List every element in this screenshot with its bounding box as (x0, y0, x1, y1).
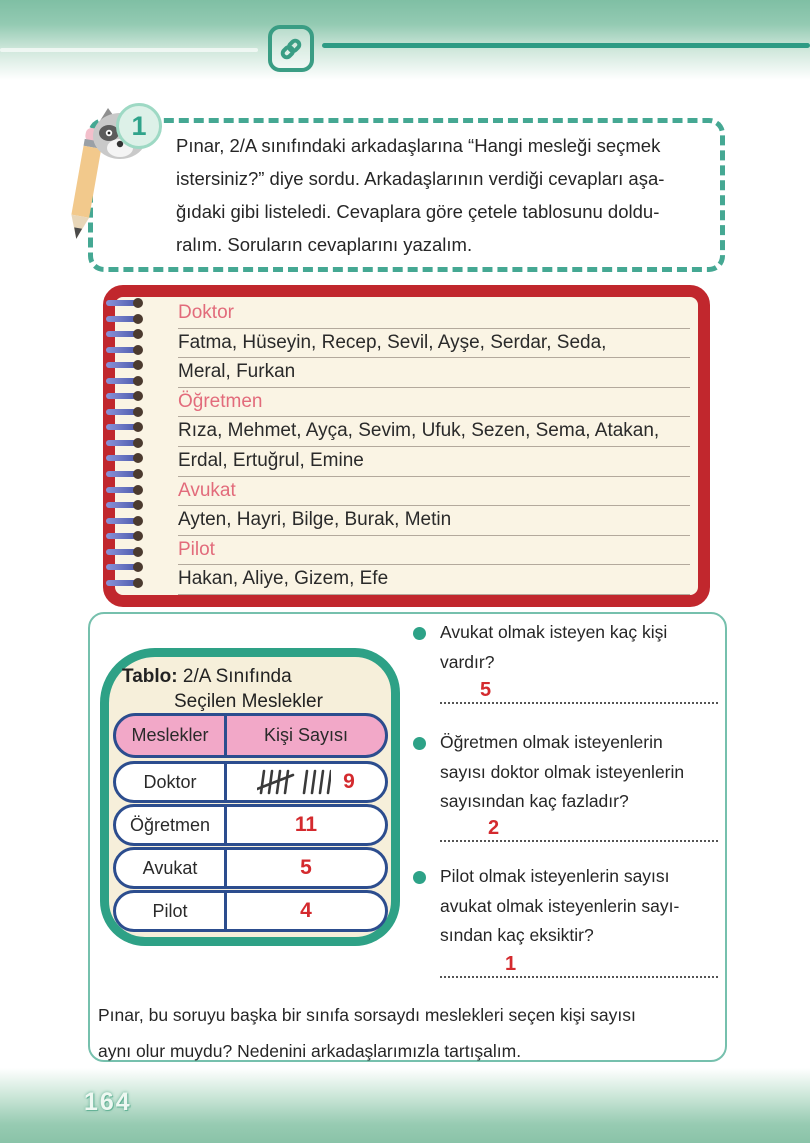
spiral-ring (106, 331, 139, 337)
row-label: Pilot (116, 893, 227, 929)
note-line: aynı olur muydu? Nedenini arkadaşlarımızla tartışalım. (98, 1041, 522, 1061)
spiral-ring (106, 580, 139, 586)
question-line: sayısı doktor olmak isteyenlerin (440, 761, 685, 782)
spiral-ring (106, 316, 139, 322)
names-line: Rıza, Mehmet, Ayça, Sevim, Ufuk, Sezen, Sema, Atakan, (178, 417, 690, 447)
spiral-ring (106, 455, 139, 461)
question-line: sayısından kaç fazladır? (440, 791, 629, 811)
names-line: Erdal, Ertuğrul, Emine (178, 447, 690, 477)
question-line: Pınar, 2/A sınıfındaki arkadaşlarına “Hangi mesleği seçmek (176, 135, 661, 156)
question-line: istersiniz?” diye sordu. Arkadaşlarının verdiği cevapları aşa- (176, 168, 665, 189)
table-row (113, 890, 388, 932)
link-icon (268, 25, 314, 72)
spiral-ring (106, 424, 139, 430)
spiral-ring (106, 362, 139, 368)
spiral-ring (106, 502, 139, 508)
bullet-icon (413, 737, 426, 750)
row-count: 5 (300, 856, 312, 879)
notebook-list (178, 299, 690, 595)
spiral-ring (106, 518, 139, 524)
spiral-binding (106, 300, 142, 586)
row-value-cell[interactable] (227, 764, 385, 800)
question-line: Avukat olmak isteyen kaç kişi (440, 622, 668, 642)
header-divider-light (0, 48, 258, 52)
tally-marks-icon (257, 767, 331, 797)
spiral-ring (106, 549, 139, 555)
profession-heading: Öğretmen (178, 388, 690, 418)
exercise-number-badge (116, 103, 162, 149)
top-header-band (0, 0, 810, 80)
answer-line-3[interactable] (440, 952, 718, 978)
spiral-ring (106, 487, 139, 493)
spiral-ring (106, 409, 139, 415)
row-count: 9 (343, 770, 355, 793)
profession-heading: Doktor (178, 299, 690, 329)
header-divider-line (322, 43, 810, 48)
spiral-ring (106, 564, 139, 570)
page-number: 164 (84, 1088, 132, 1116)
spiral-ring (106, 533, 139, 539)
question-line: ğıdaki gibi listeledi. Cevaplara göre çetele tablosunu doldu- (176, 201, 660, 222)
table-header-row (113, 713, 388, 758)
question-line: avukat olmak isteyenlerin sayı- (440, 895, 680, 916)
spiral-ring (106, 471, 139, 477)
exercise-number: 1 (131, 110, 147, 141)
profession-heading: Avukat (178, 477, 690, 507)
names-line: Ayten, Hayri, Bilge, Burak, Metin (178, 506, 690, 536)
spiral-ring (106, 378, 139, 384)
row-value-cell[interactable] (227, 807, 385, 843)
table-row (113, 761, 388, 803)
question-line: vardır? (440, 651, 495, 672)
names-line: Fatma, Hüseyin, Recep, Sevil, Ayşe, Serdar, Seda, (178, 329, 690, 359)
spiral-ring (106, 393, 139, 399)
row-value-cell[interactable] (227, 850, 385, 886)
table-row (113, 847, 388, 889)
bullet-icon (413, 871, 426, 884)
question-line: ralım. Soruların cevaplarını yazalım. (176, 234, 473, 255)
answer-value: 5 (480, 679, 492, 701)
table-header-count: Kişi Sayısı (263, 725, 349, 745)
table-title-label: Tablo: (122, 666, 178, 687)
table-header-professions: Meslekler (116, 716, 227, 755)
table-title-line1: 2/A Sınıfında (182, 666, 292, 687)
names-line: Hakan, Aliye, Gizem, Efe (178, 565, 690, 595)
exercise-question-text (176, 129, 721, 261)
names-line: Meral, Furkan (178, 358, 690, 388)
row-value-cell[interactable] (227, 893, 385, 929)
row-count: 4 (300, 899, 312, 922)
link-icon-glyph (278, 36, 304, 62)
question-line: sından kaç eksiktir? (440, 925, 594, 945)
table-row (113, 804, 388, 846)
answer-line-1[interactable] (440, 678, 718, 704)
question-3 (440, 862, 725, 951)
question-2 (440, 728, 725, 817)
answer-value: 2 (488, 817, 500, 839)
note-line: Pınar, bu soruyu başka bir sınıfa sorsaydı meslekleri seçen kişi sayısı (98, 1005, 636, 1025)
question-line: Öğretmen olmak isteyenlerin (440, 732, 663, 752)
answer-line-2[interactable] (440, 816, 718, 842)
row-label: Öğretmen (116, 807, 227, 843)
question-1 (440, 618, 725, 677)
row-count: 11 (294, 813, 318, 836)
bullet-icon (413, 627, 426, 640)
answer-value: 1 (505, 953, 517, 975)
row-label: Avukat (116, 850, 227, 886)
spiral-ring (106, 440, 139, 446)
spiral-ring (106, 347, 139, 353)
table-title-line2: Seçilen Meslekler (174, 691, 323, 712)
question-line: Pilot olmak isteyenlerin sayısı (440, 866, 670, 886)
discussion-note (98, 997, 720, 1069)
profession-heading: Pilot (178, 536, 690, 566)
row-label: Doktor (116, 764, 227, 800)
table-title (122, 664, 323, 714)
spiral-ring (106, 300, 139, 306)
